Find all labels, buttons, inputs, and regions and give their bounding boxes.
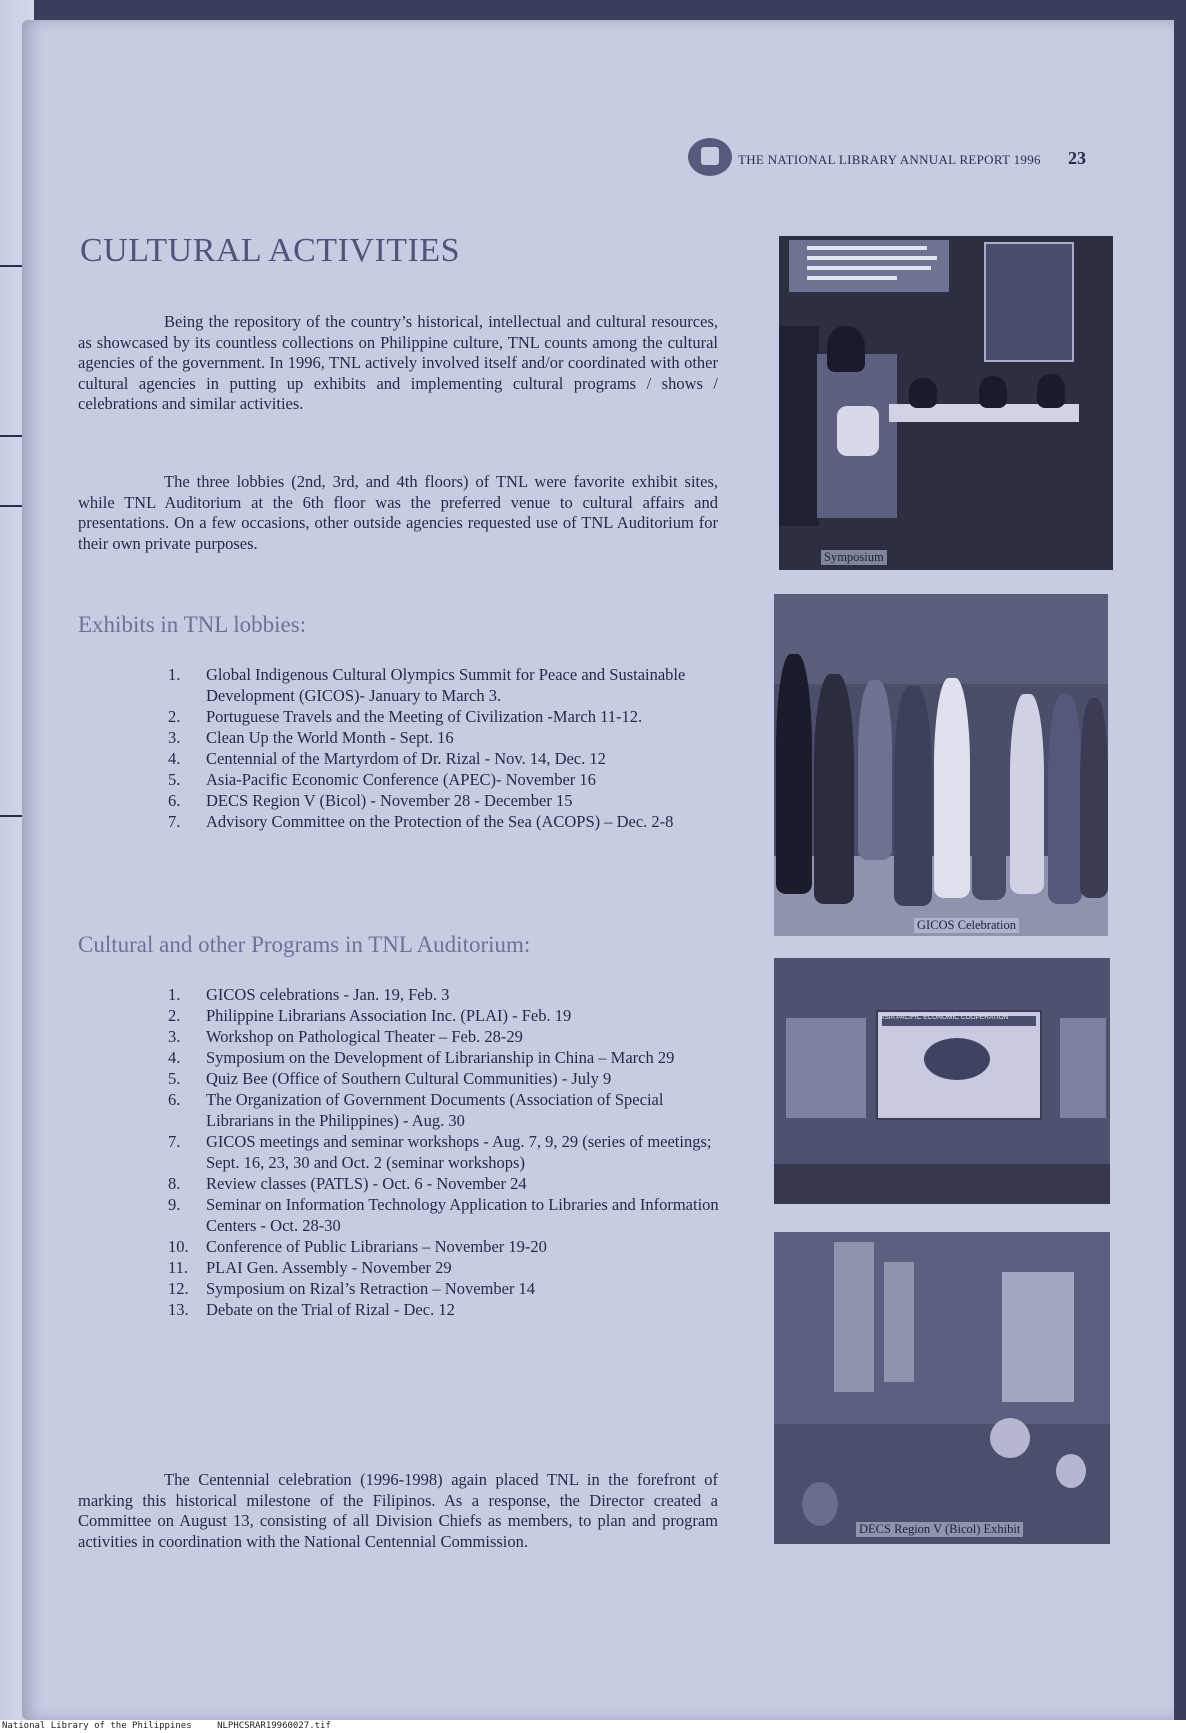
list-item: 13. Debate on the Trial of Rizal - Dec. 12 — [168, 1300, 455, 1319]
exhibit-jar — [802, 1482, 838, 1526]
panelist — [909, 378, 937, 408]
apec-board — [876, 1010, 1042, 1120]
list-item: 5. Quiz Bee (Office of Southern Cultural Communities) - July 9 — [168, 1069, 612, 1088]
list-item: 9. Seminar on Information Technology Application to Libraries and Information Centers - Oct. 28-30 — [168, 1195, 719, 1235]
panelist — [1037, 374, 1065, 408]
list-item: 1. GICOS celebrations - Jan. 19, Feb. 3 — [168, 985, 450, 1004]
list-item: 8. Review classes (PATLS) - Oct. 6 - November 24 — [168, 1174, 527, 1193]
programs-heading: Cultural and other Programs in TNL Auditorium: — [78, 932, 531, 957]
exhibit-panel — [1060, 1018, 1106, 1118]
speaker — [827, 326, 865, 372]
list-item: 7. GICOS meetings and seminar workshops - Aug. 7, 9, 29 (series of meetings; Sept. 16, 23, 30 and Oct. 2 (seminar workshops) — [168, 1132, 712, 1172]
list-item: 7. Advisory Committee on the Protection of the Sea (ACOPS) – Dec. 2-8 — [168, 812, 674, 831]
panelist — [979, 376, 1007, 408]
exhibit-jar — [990, 1418, 1030, 1458]
list-item: 2. Philippine Librarians Association Inc. (PLAI) - Feb. 19 — [168, 1006, 572, 1025]
person — [1048, 694, 1082, 904]
exhibit-hut — [1002, 1272, 1074, 1402]
gicos-photo — [774, 594, 1108, 936]
centennial-paragraph: The Centennial celebration (1996-1998) again placed TNL in the forefront of marking this historical milestone of the Filipinos. As a response, the Director created a Committee on August 13, consisting of all Division Chiefs as members, to plan and program activities in coordination with the National Centennial Commission. — [78, 1470, 718, 1551]
list-item: 3. Clean Up the World Month - Sept. 16 — [168, 728, 454, 747]
apec-logo-icon — [924, 1038, 990, 1080]
photo-caption: DECS Region V (Bicol) Exhibit — [856, 1522, 1023, 1537]
list-item: 4. Symposium on the Development of Librarianship in China – March 29 — [168, 1048, 675, 1067]
exhibit-jar — [1056, 1454, 1086, 1488]
background-wall — [774, 594, 1108, 684]
building — [884, 1262, 914, 1382]
footer-file: NLPHCSRAR19960027.tif — [217, 1721, 331, 1731]
apec-banner-text: ASIA PACIFIC ECONOMIC COOPERATION — [880, 1014, 1009, 1021]
photo-caption: Symposium — [821, 550, 887, 565]
photo-caption: GICOS Celebration — [914, 918, 1019, 933]
person — [972, 690, 1006, 900]
library-seal-icon — [688, 138, 732, 176]
podium-seal-icon — [837, 406, 879, 456]
scan-footer — [0, 1720, 1186, 1733]
list-item: 6. The Organization of Government Documents (Association of Special Librarians in the Philippines) - Aug. 30 — [168, 1090, 664, 1130]
debate-banner — [789, 240, 949, 292]
exhibits-list — [168, 664, 728, 832]
list-item: 2. Portuguese Travels and the Meeting of Civilization -March 11-12. — [168, 707, 643, 726]
list-item: 12. Symposium on Rizal’s Retraction – November 14 — [168, 1279, 536, 1298]
list-item: 5. Asia-Pacific Economic Conference (APEC)- November 16 — [168, 770, 596, 789]
building — [834, 1242, 874, 1392]
list-item: 3. Workshop on Pathological Theater – Feb. 28-29 — [168, 1027, 523, 1046]
programs-list — [168, 984, 728, 1320]
list-item: 10. Conference of Public Librarians – November 19-20 — [168, 1237, 547, 1256]
person — [776, 654, 812, 894]
rizal-portrait — [984, 242, 1074, 362]
person — [858, 680, 892, 860]
person — [894, 686, 932, 906]
running-header: THE NATIONAL LIBRARY ANNUAL REPORT 1996 — [738, 152, 1041, 167]
symposium-photo — [779, 236, 1113, 570]
footer-source: National Library of the Philippines — [2, 1721, 192, 1731]
list-item: 1. Global Indigenous Cultural Olympics Summit for Peace and Sustainable Development (GICOS)- January to March 3. — [168, 665, 686, 705]
apec-exhibit-photo — [774, 958, 1110, 1204]
person — [814, 674, 854, 904]
exhibit-panel — [786, 1018, 866, 1118]
intro-paragraph: Being the repository of the country’s historical, intellectual and cultural resources, as showcased by its countless collections on Philippine culture, TNL counts among the cultural agencies of the government. In 1996, TNL actively involved itself and/or coordinated with other cultural agencies in putting up exhibits and implementing cultural programs / shows / celebrations and similar activities. — [78, 312, 718, 413]
list-item: 11. PLAI Gen. Assembly - November 29 — [168, 1258, 452, 1277]
lobbies-paragraph: The three lobbies (2nd, 3rd, and 4th floors) of TNL were favorite exhibit sites, while TNL Auditorium at the 6th floor was the preferred venue to cultural affairs and presentations. On a few occasions, other outside agencies requested use of TNL Auditorium for their own private purposes. — [78, 472, 718, 553]
floor — [774, 1164, 1110, 1204]
person — [934, 678, 970, 898]
page-title: CULTURAL ACTIVITIES — [80, 232, 461, 269]
plant — [779, 326, 819, 526]
document-page — [22, 20, 1174, 1720]
person — [1010, 694, 1044, 894]
list-item: 4. Centennial of the Martyrdom of Dr. Rizal - Nov. 14, Dec. 12 — [168, 749, 606, 768]
page-number: 23 — [1068, 148, 1086, 168]
exhibits-heading: Exhibits in TNL lobbies: — [78, 612, 307, 637]
decs-exhibit-photo — [774, 1232, 1110, 1544]
list-item: 6. DECS Region V (Bicol) - November 28 - December 15 — [168, 791, 573, 810]
person — [1080, 698, 1108, 898]
